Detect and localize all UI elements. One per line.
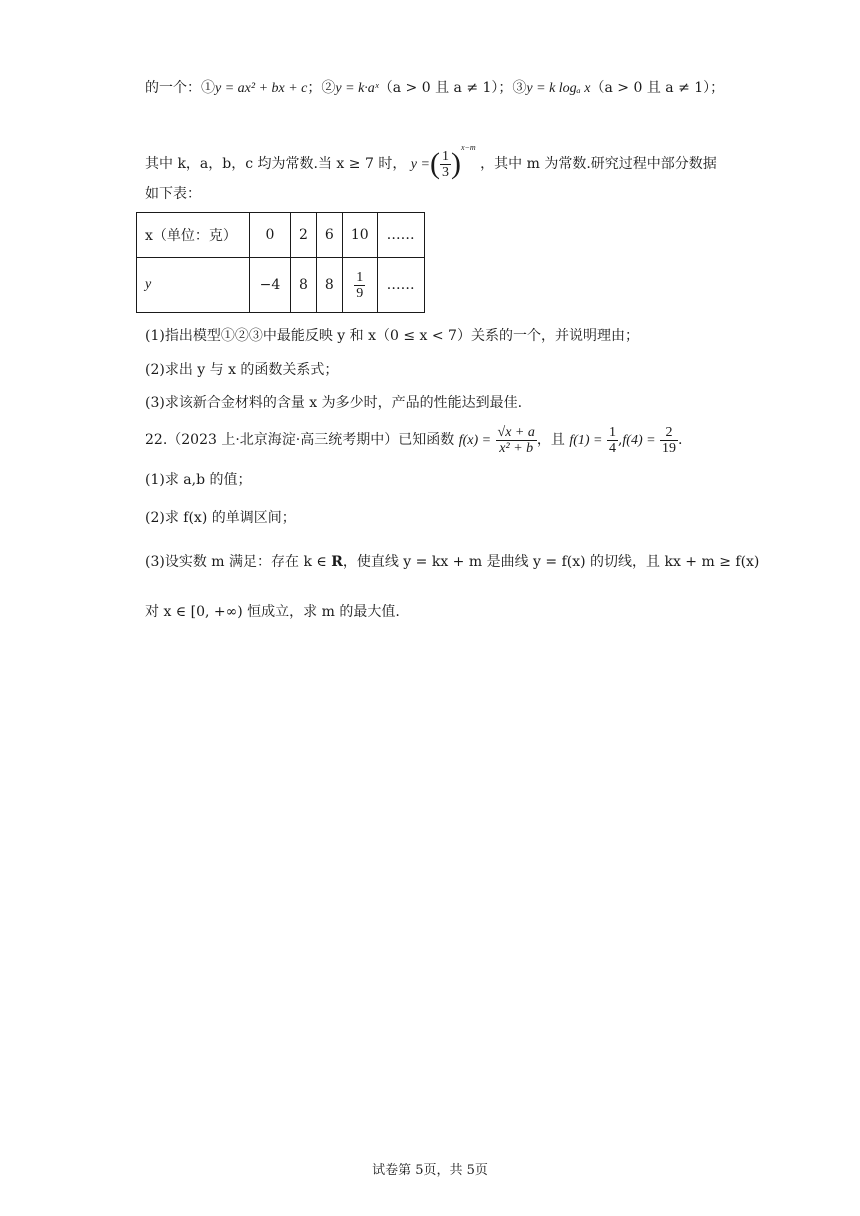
one-ninth-fraction (354, 270, 365, 301)
table-cell: 6 (316, 213, 342, 258)
fraction-denominator: 9 (356, 285, 364, 301)
page-footer: 试卷第 5页，共 5页 (372, 1163, 488, 1178)
models-intro: 的一个： (145, 80, 201, 96)
one-third-fraction (440, 149, 451, 180)
q22-part-3-text: ，使直线 y = kx + m 是曲线 y = f(x) 的切线，且 kx + m ≥ f(x) (342, 554, 760, 570)
separator: ； (498, 80, 513, 96)
table-cell: x（单位：克） (137, 213, 250, 258)
exponent: x−m (460, 143, 476, 152)
q21-part-1: (1)指出模型①②③中最能反映 y 和 x（0 ≤ x < 7）关系的一个，并说明理由； (145, 328, 639, 344)
table-cell: y (137, 258, 250, 313)
constants-line (145, 130, 717, 183)
table-cell (342, 258, 377, 313)
data-table (136, 212, 425, 313)
separator: , (617, 432, 623, 448)
q21-part-3: (3)求该新合金材料的含量 x 为多少时，产品的性能达到最佳. (145, 395, 523, 411)
table-cell: …… (377, 213, 424, 258)
f4-lhs: f(4) = (622, 433, 656, 448)
f4-fraction (660, 425, 678, 456)
model-2-formula: y = k·aˣ (335, 81, 379, 96)
model-3-formula: y = k logₐ x (526, 81, 591, 96)
q22-source: 22.（2023 上·北京海淀·高三统考期中）已知函数 (145, 432, 455, 448)
fraction-numerator: 1 (441, 148, 449, 164)
model-2-condition: （a > 0 且 a ≠ 1） (378, 80, 499, 96)
table-row (137, 258, 425, 313)
right-paren: ) (450, 147, 461, 180)
model-1-label: ① (201, 80, 215, 96)
table-cell: …… (377, 258, 424, 313)
table-cell: 0 (250, 213, 291, 258)
left-paren: ( (429, 147, 440, 180)
fraction-numerator: 1 (356, 269, 364, 285)
fraction-numerator: √x + a (497, 424, 535, 440)
q22-part-2: (2)求 f(x) 的单调区间； (145, 510, 296, 526)
q22-connector: ，且 (536, 432, 565, 448)
model-2-label: ② (321, 80, 336, 96)
f-lhs: f(x) = (458, 433, 492, 448)
model-3-label: ③ (512, 80, 527, 96)
q22-header (145, 420, 683, 461)
f1-lhs: f(1) = (569, 433, 603, 448)
q22-part-3-text: (3)设实数 m 满足：存在 k ∈ (145, 554, 332, 570)
q21-part-2: (2)求出 y 与 x 的函数关系式； (145, 362, 339, 378)
table-intro: 如下表： (145, 186, 201, 202)
table-cell: 10 (342, 213, 377, 258)
table-row (137, 213, 425, 258)
real-numbers-symbol: R (331, 554, 343, 570)
formula-lhs: y = (410, 157, 430, 172)
f1-fraction (607, 425, 618, 456)
fraction-numerator: 2 (660, 425, 678, 441)
q22-part-1: (1)求 a,b 的值； (145, 472, 252, 488)
fraction-denominator: 3 (441, 164, 449, 180)
table-cell: −4 (250, 258, 291, 313)
constants-text-end: ，其中 m 为常数.研究过程中部分数据 (480, 156, 717, 172)
constants-text: 其中 k，a，b，c 均为常数.当 x ≥ 7 时， (145, 156, 407, 172)
models-line (145, 78, 724, 99)
separator: ； (307, 80, 322, 96)
model-3-condition: （a > 0 且 a ≠ 1） (590, 80, 711, 96)
model-1-formula: y = ax² + bx + c (215, 81, 308, 96)
table-cell: 8 (316, 258, 342, 313)
separator: ； (710, 80, 725, 96)
fraction-denominator: 4 (608, 440, 616, 456)
table-cell: 8 (291, 258, 317, 313)
f-fraction (496, 425, 537, 456)
fraction-numerator: 1 (608, 424, 616, 440)
separator: . (678, 432, 683, 448)
q22-part-3-continued: 对 x ∈ [0, +∞) 恒成立，求 m 的最大值. (145, 604, 400, 620)
q22-part-3 (145, 552, 759, 572)
fraction-denominator: x² + b (499, 440, 534, 456)
table-cell: 2 (291, 213, 317, 258)
fraction-denominator: 19 (662, 440, 677, 456)
